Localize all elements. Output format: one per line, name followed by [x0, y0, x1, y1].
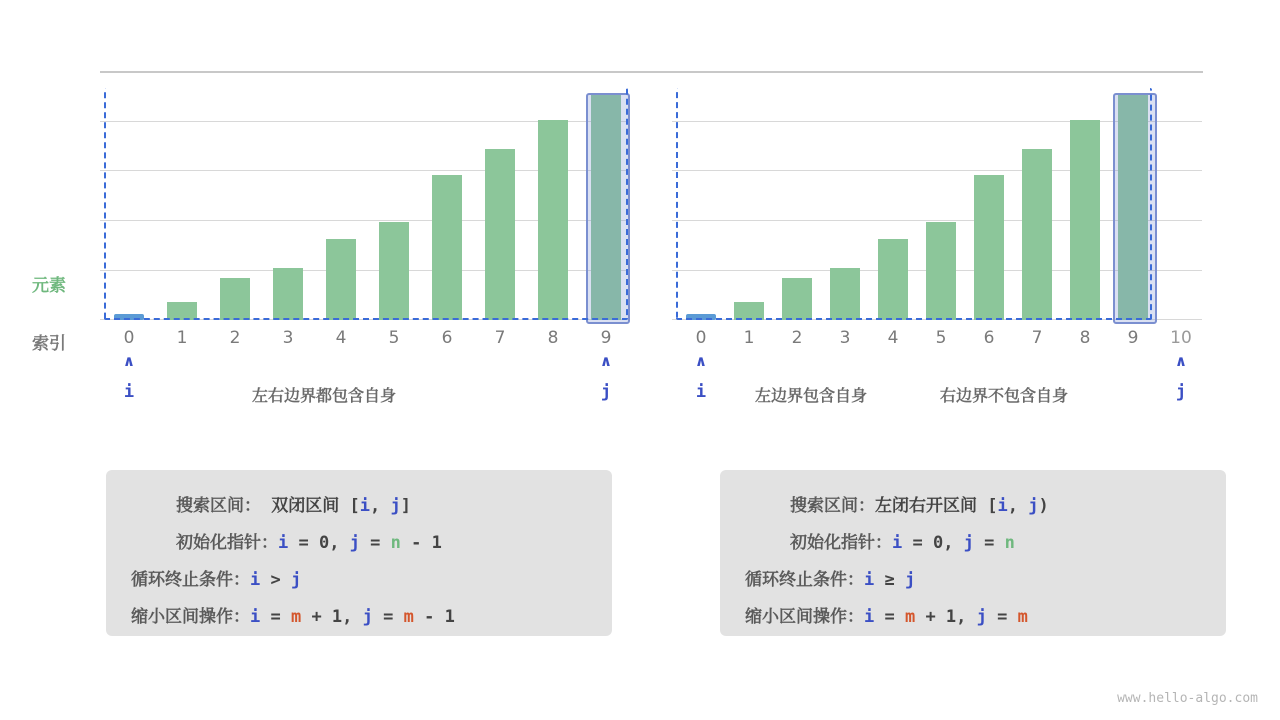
info-label-loop-end: 循环终止条件：: [131, 570, 250, 590]
tick-9: 9: [1127, 328, 1139, 348]
info-value-shrink: i = m + 1, j = m: [864, 607, 1028, 627]
note-right-exclusive: 右边界不包含自身: [940, 386, 1069, 405]
caret-j: ∧: [1174, 352, 1188, 370]
pointer-j: j: [1175, 382, 1187, 402]
info-row-shrink: [131, 602, 455, 627]
axis-label-index: 索引: [32, 334, 66, 354]
info-label-loop-end: 循环终止条件：: [745, 570, 864, 590]
note-left-inclusive: 左边界包含自身: [755, 386, 868, 405]
tick-8: 8: [547, 328, 559, 348]
tick-0: 0: [695, 328, 707, 348]
tick-5: 5: [388, 328, 400, 348]
tick-10: 10: [1170, 328, 1192, 348]
info-row-search-range: [176, 491, 411, 516]
tick-4: 4: [887, 328, 899, 348]
tick-9: 9: [600, 328, 612, 348]
info-label-search-range: 搜索区间：: [176, 496, 261, 516]
caret-i: ∧: [122, 352, 136, 370]
info-value-init-pointer: i = 0, j = n - 1: [278, 533, 442, 553]
info-value-shrink: i = m + 1, j = m - 1: [250, 607, 455, 627]
tick-4: 4: [335, 328, 347, 348]
info-value-init-pointer: i = 0, j = n: [892, 533, 1015, 553]
tick-1: 1: [176, 328, 188, 348]
axis-label-elements: 元素: [32, 276, 66, 296]
search-range-indicator: [676, 88, 1152, 320]
info-row-init-pointer: [790, 528, 1015, 553]
pointer-i: i: [695, 382, 707, 402]
info-value-search-range: 双闭区间 [i, j]: [271, 496, 411, 516]
tick-6: 6: [441, 328, 453, 348]
tick-3: 3: [282, 328, 294, 348]
panel-half-open-interval: [620, 0, 1280, 720]
info-value-search-range: 左闭右开区间 [i, j): [875, 496, 1049, 516]
info-label-init-pointer: 初始化指针：: [176, 533, 278, 553]
tick-7: 7: [494, 328, 506, 348]
pointer-i: i: [123, 382, 135, 402]
tick-5: 5: [935, 328, 947, 348]
info-row-search-range: [790, 491, 1049, 516]
search-range-indicator: [104, 88, 628, 320]
info-label-search-range: 搜索区间：: [790, 496, 875, 516]
info-row-loop-end: [745, 565, 915, 590]
info-label-init-pointer: 初始化指针：: [790, 533, 892, 553]
tick-2: 2: [229, 328, 241, 348]
caret-i: ∧: [694, 352, 708, 370]
tick-1: 1: [743, 328, 755, 348]
note-both-inclusive: 左右边界都包含自身: [252, 386, 397, 405]
tick-8: 8: [1079, 328, 1091, 348]
caret-j: ∧: [599, 352, 613, 370]
tick-6: 6: [983, 328, 995, 348]
info-row-shrink: [745, 602, 1028, 627]
info-label-shrink: 缩小区间操作：: [745, 607, 864, 627]
info-row-loop-end: [131, 565, 301, 590]
tick-3: 3: [839, 328, 851, 348]
tick-7: 7: [1031, 328, 1043, 348]
info-value-loop-end: i ≥ j: [864, 570, 916, 590]
footer-watermark: www.hello-algo.com: [1117, 691, 1258, 706]
info-row-init-pointer: [176, 528, 442, 553]
info-value-loop-end: i > j: [250, 570, 302, 590]
info-label-shrink: 缩小区间操作：: [131, 607, 250, 627]
tick-0: 0: [123, 328, 135, 348]
pointer-j: j: [600, 382, 612, 402]
tick-2: 2: [791, 328, 803, 348]
